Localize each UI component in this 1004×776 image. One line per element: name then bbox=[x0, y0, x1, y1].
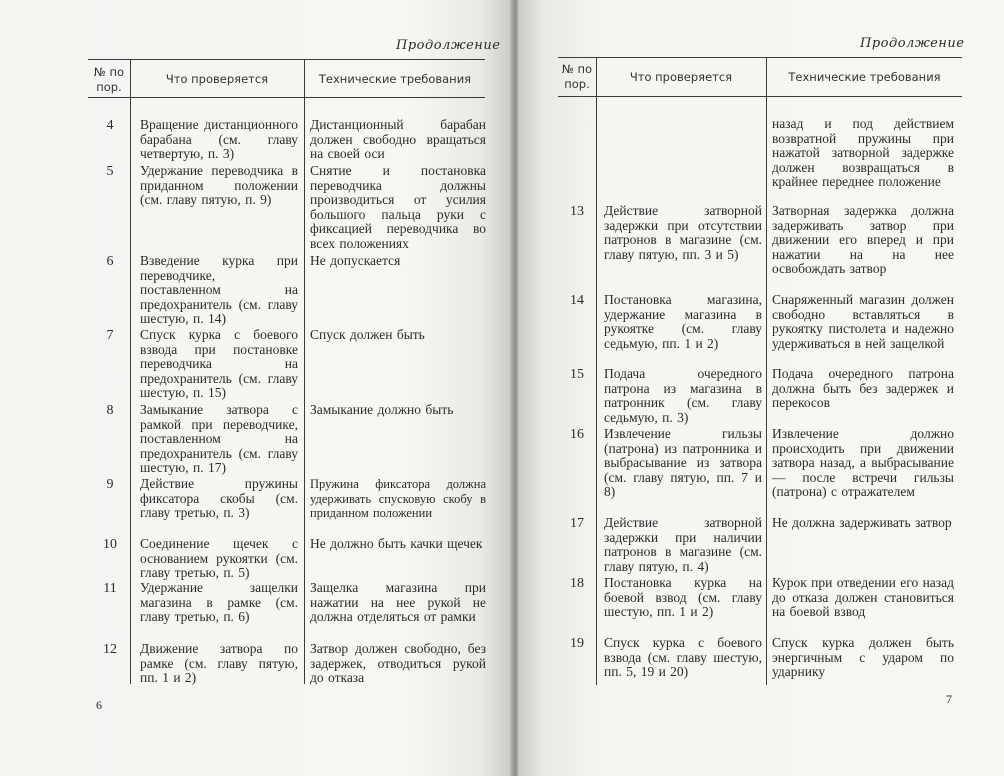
header-col-what: Что проверяется bbox=[629, 70, 733, 84]
row-number: 12 bbox=[103, 642, 117, 657]
row-number: 9 bbox=[106, 477, 114, 492]
requirement: Защелка магазина при нажатии на нее рукой не должна отделяться от рамки bbox=[310, 580, 486, 625]
check-item: Спуск курка с боевого взвода (см. главу шестую, пп. 5, 19 и 20) bbox=[604, 635, 762, 680]
requirement: Дистанционный барабан должен свободно вращаться на своей оси bbox=[310, 117, 486, 162]
header-col-num: № по пор. bbox=[93, 65, 125, 94]
check-item: Удержание защелки магазина в рамке (см. главу третью, п. 6) bbox=[140, 580, 298, 625]
table-header-rule bbox=[558, 96, 962, 97]
check-item: Движение затвора по рамке (см. главу пятую, пп. 1 и 2) bbox=[140, 641, 298, 686]
page-number: 6 bbox=[96, 698, 102, 712]
table-top-rule bbox=[558, 57, 962, 58]
check-item: Удержание переводчика в приданном положении (см. главу пятую, п. 9) bbox=[140, 163, 298, 208]
continuation-label: Продолжение bbox=[860, 36, 965, 51]
requirement: Снятие и постановка переводчика должны производиться от усилия большого пальца руки с фиксацией переводчика во всех положениях bbox=[310, 163, 486, 251]
check-item: Взведение курка при переводчике, поставленном на предохранитель (см. главу шестую, п. 14) bbox=[140, 253, 298, 327]
header-col-num: № по пор. bbox=[561, 62, 593, 91]
requirement: Спуск должен быть bbox=[310, 327, 425, 342]
requirement: Снаряженный магазин должен свободно вставляться в рукоятку пистолета и надежно удерживаться в ней защелкой bbox=[772, 292, 954, 351]
requirement: Извлечение должно происходить при движении затвора назад, а выбрасывание — после встречи гильзы (патрона) с отражателем bbox=[772, 426, 954, 500]
column-divider bbox=[304, 59, 305, 684]
right-page bbox=[518, 0, 1004, 776]
requirement: Не должна задерживать затвор bbox=[772, 515, 952, 530]
check-item: Вращение дистанционного барабана (см. главу четвертую, п. 3) bbox=[140, 117, 298, 162]
check-item: Спуск курка с боевого взвода при постановке переводчика на предохранитель (см. главу шестую, п. 15) bbox=[140, 327, 298, 401]
row-number: 6 bbox=[106, 254, 114, 269]
check-item: Постановка курка на боевой взвод (см. главу шестую, пп. 1 и 2) bbox=[604, 575, 762, 620]
table-header-rule bbox=[88, 97, 485, 98]
check-item: Действие затворной задержки при наличии патронов в магазине (см. главу пятую, п. 4) bbox=[604, 515, 762, 574]
row-number: 7 bbox=[106, 328, 114, 343]
requirement: Курок при отведении его назад до отказа должен становиться на боевой взвод bbox=[772, 575, 954, 620]
row-number: 14 bbox=[570, 293, 584, 308]
row-number: 13 bbox=[570, 204, 584, 219]
check-item: Замыкание затвора с рамкой при переводчике, поставленном на предохранитель (см. главу шестую, п. 17) bbox=[140, 402, 298, 476]
row-number: 18 bbox=[570, 576, 584, 591]
table-top-rule bbox=[88, 59, 485, 60]
check-item: Подача очередного патрона из магазина в патронник (см. главу седьмую, п. 3) bbox=[604, 366, 762, 425]
column-divider bbox=[596, 57, 597, 685]
column-divider bbox=[130, 59, 131, 684]
check-item: Постановка магазина, удержание магазина в рукоятке (см. главу седьмую, пп. 1 и 2) bbox=[604, 292, 762, 351]
header-col-req: Технические требования bbox=[318, 72, 472, 86]
requirement: Замыкание должно быть bbox=[310, 402, 454, 417]
row-number: 17 bbox=[570, 516, 584, 531]
check-item: Действие пружины фиксатора скобы (см. главу третью, п. 3) bbox=[140, 476, 298, 521]
check-item: Извлечение гильзы (патрона) из патронника и выбрасывание из затвора (см. главу пятую, пп. 7 и 8) bbox=[604, 426, 762, 500]
row-number: 5 bbox=[106, 164, 114, 179]
requirement: Не допускается bbox=[310, 253, 401, 268]
row-number: 16 bbox=[570, 427, 584, 442]
requirement: Подача очередного патрона должна быть без задержек и перекосов bbox=[772, 366, 954, 411]
requirement: Не должно быть качки щечек bbox=[310, 536, 483, 551]
check-item: Действие затворной задержки при отсутствии патронов в магазине (см. главу пятую, пп. 3 и 5) bbox=[604, 203, 762, 262]
row-number: 4 bbox=[106, 118, 114, 133]
requirement-continued: назад и под действием возвратной пружины при нажатой затворной задержке должен возвращаться в крайнее переднее положение bbox=[772, 116, 954, 190]
continuation-label: Продолжение bbox=[396, 38, 501, 53]
column-divider bbox=[766, 57, 767, 685]
row-number: 19 bbox=[570, 636, 584, 651]
requirement: Спуск курка должен быть энергичным с ударом по ударнику bbox=[772, 635, 954, 680]
requirement: Затвор должен свободно, без задержек, отводиться рукой до отказа bbox=[310, 641, 486, 686]
requirement: Пружина фиксатора должна удерживать спусковую скобу в приданном положении bbox=[310, 477, 486, 521]
row-number: 15 bbox=[570, 367, 584, 382]
check-item: Соединение щечек с основанием рукоятки (см. главу третью, п. 5) bbox=[140, 536, 298, 581]
page-number: 7 bbox=[946, 692, 952, 706]
row-number: 11 bbox=[103, 581, 117, 596]
header-col-req: Технические требования bbox=[788, 70, 941, 84]
header-col-what: Что проверяется bbox=[165, 72, 269, 86]
requirement: Затворная задержка должна задерживать затвор при движении его вперед и при нажатии на на нее освобождать затвор bbox=[772, 203, 954, 277]
row-number: 10 bbox=[103, 537, 117, 552]
row-number: 8 bbox=[106, 403, 114, 418]
